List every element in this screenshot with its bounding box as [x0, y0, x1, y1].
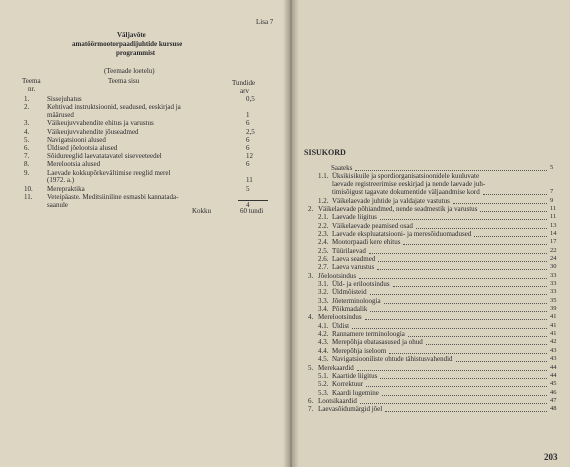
toc-title: Mootorpaadi kere ehitus — [332, 238, 401, 247]
topic-text: saanule — [47, 200, 68, 209]
toc-page: 14 — [550, 229, 557, 237]
title-line-1: Väljavõte — [117, 31, 146, 39]
topic-number: 8. — [24, 160, 30, 169]
topic-number: 7. — [24, 152, 30, 161]
toc-heading: SISUKORD — [304, 148, 346, 157]
dot-leader — [456, 360, 547, 362]
toc-page: 5 — [550, 164, 554, 171]
toc-number: 4. — [308, 313, 314, 322]
topic-text: Sõidureeglid laevatatavatel siseveeteedel — [47, 152, 162, 161]
dot-leader — [366, 385, 547, 387]
toc-title: Üldist — [332, 321, 350, 330]
topic-text: Väikeujuvvahendite jõuseadmed — [47, 127, 139, 136]
topic-number: 9. — [24, 168, 30, 177]
toc-page: 46 — [550, 388, 557, 396]
topic-hours: 12 — [246, 152, 253, 161]
toc-number: 3.3. — [318, 296, 329, 305]
dot-leader — [480, 210, 547, 212]
dot-leader — [389, 352, 547, 354]
dot-leader — [403, 243, 547, 245]
right-page — [291, 0, 570, 467]
total-label: Kokku — [192, 207, 212, 215]
toc-page: 41 — [550, 321, 557, 329]
topic-number: 3. — [24, 119, 30, 128]
toc-number: 5.1. — [318, 371, 329, 380]
toc-page: 45 — [550, 380, 557, 388]
toc-page: 35 — [550, 296, 557, 304]
dot-leader — [380, 377, 547, 379]
toc-page: 48 — [550, 405, 557, 413]
toc-title: Laeva seadmed — [332, 254, 376, 263]
toc-title: Saateks — [331, 164, 353, 172]
toc-page: 17 — [550, 238, 557, 246]
toc-number: 5.3. — [318, 388, 329, 397]
dot-leader — [416, 227, 547, 229]
dot-leader — [483, 193, 547, 195]
dot-leader — [408, 335, 547, 337]
toc-page: 41 — [550, 330, 557, 338]
toc-page: 44 — [550, 371, 557, 379]
toc-page: 39 — [550, 305, 557, 313]
toc-title: Tüürilaevad — [332, 246, 366, 255]
toc-title: Üldmõisteid — [332, 288, 367, 297]
toc-number: 6. — [308, 396, 314, 405]
dot-leader — [370, 310, 547, 312]
topic-text: Merepraktika — [47, 184, 85, 193]
dot-leader — [426, 343, 547, 345]
toc-title: Korrektuur — [332, 380, 364, 389]
topic-text: Üldised jõelootsia alused — [47, 143, 118, 152]
dot-leader — [357, 369, 547, 371]
toc-number: 4.4. — [318, 346, 329, 355]
topic-text: Väikeujuvvahendite ehitus ja varustus — [47, 119, 154, 128]
topic-number: 4. — [24, 127, 30, 136]
dot-leader — [369, 252, 547, 254]
title-line-2: amatöörmootorpaadijuhtide kursuse — [72, 40, 183, 48]
toc-number: 7. — [308, 405, 314, 414]
topic-text: Sissejuhatus — [47, 95, 82, 103]
topic-hours: 2,5 — [246, 127, 255, 136]
dot-leader — [474, 235, 547, 237]
toc-number: 1.1. — [318, 172, 329, 181]
toc-title: Merepõhja ebatasasused ja ohud — [332, 338, 423, 347]
header-hours-1: Tundide — [232, 79, 256, 87]
toc-title: Laeva varustus — [332, 263, 375, 272]
toc-page: 42 — [550, 338, 557, 346]
toc-page: 43 — [550, 355, 557, 363]
dot-leader — [377, 268, 547, 270]
toc-title: laevade registreerimise eeskirjad ja nende laevade juh- — [332, 180, 486, 189]
toc-number: 4.5. — [318, 355, 329, 364]
topic-hours: 4 — [246, 200, 250, 209]
toc-title: Põikmadalik — [332, 305, 368, 314]
toc-title: Rannamere terminoloogia — [332, 330, 405, 339]
toc-title: Kaartide liigitus — [332, 371, 378, 380]
toc-title: Merelootsindus — [318, 313, 362, 322]
dot-leader — [378, 260, 547, 262]
toc-number: 2.3. — [318, 229, 329, 238]
topic-text: (1972. a.) — [47, 176, 75, 185]
toc-page: 44 — [550, 363, 557, 371]
toc-number: 4.1. — [318, 321, 329, 330]
dot-leader — [382, 394, 547, 396]
topic-hours: 6 — [246, 119, 250, 128]
title-line-3: programmist — [116, 49, 156, 57]
topic-hours: 6 — [246, 143, 250, 152]
toc-page: 43 — [550, 346, 557, 354]
toc-number: 4.2. — [318, 330, 329, 339]
toc-page: 22 — [550, 246, 557, 254]
dot-leader — [360, 402, 547, 404]
dot-leader — [393, 285, 547, 287]
toc-number: 2.2. — [318, 221, 329, 230]
toc-number: 2.6. — [318, 254, 329, 263]
total-rule — [238, 200, 268, 201]
topic-text: Navigatsiooni alused — [47, 135, 106, 144]
toc-number: 3.1. — [318, 280, 329, 288]
toc-title: Üld- ja erilootsindus — [332, 280, 390, 288]
toc-title: Lootsikaardid — [318, 396, 357, 405]
subtitle: (Teemade loetelu) — [104, 67, 155, 75]
toc-title: Jõeterminoloogia — [332, 296, 381, 305]
topic-number: 10. — [24, 184, 33, 193]
topic-number: 11. — [24, 192, 33, 201]
header-number-1: Teema — [22, 77, 41, 85]
topic-hours: 11 — [246, 176, 253, 185]
toc-page: 33 — [550, 271, 557, 279]
topic-text: Kehtivad instruktsioonid, seadused, eeskirjad ja — [47, 103, 181, 112]
dot-leader — [359, 277, 547, 279]
toc-title: Laevade ekspluatatsiooni- ja meresõiduomadused — [332, 229, 472, 238]
toc-title: timisõigust tagavate dokumentide väljaandmise kord — [332, 188, 480, 197]
toc-page: 11 — [550, 213, 557, 221]
toc-number: 5.2. — [318, 380, 329, 389]
toc-title: Laevasõidumärgid jõel — [318, 405, 383, 414]
toc-title: Merepõhja iseloom — [332, 346, 387, 355]
toc-title: Navigatsiooniliste ohtude tähistusvahendid — [332, 355, 453, 364]
toc-number: 2. — [308, 204, 314, 213]
toc-page: 33 — [550, 280, 557, 287]
toc-page: 13 — [550, 221, 557, 229]
toc-number: 3. — [308, 271, 314, 280]
topic-hours: 6 — [246, 160, 250, 169]
toc-number: 2.7. — [318, 263, 329, 272]
dot-leader — [453, 202, 547, 204]
toc-number: 2.4. — [318, 238, 329, 247]
header-number-2: nr. — [28, 85, 36, 93]
book-gutter — [283, 0, 299, 467]
topic-hours: 1 — [246, 111, 250, 120]
toc-page: 7 — [550, 188, 554, 196]
toc-page: 41 — [550, 313, 557, 321]
toc-page: 47 — [550, 396, 557, 404]
toc-number: 3.4. — [318, 305, 329, 314]
toc-title: Väikelaevade juhtide ja valdajate vastutus — [332, 196, 450, 205]
dot-leader — [355, 169, 547, 171]
toc-page: 9 — [550, 196, 554, 204]
toc-page: 30 — [550, 263, 557, 271]
dot-leader — [385, 410, 547, 412]
topic-text: Laevade kokkupõrkevältimise reeglid merel — [47, 168, 171, 177]
topic-text: Veteipäaste. Meditsiiniline esmasbi kannatada- — [47, 192, 179, 201]
toc-title: Laevade liigitus — [332, 213, 377, 222]
toc-number: 2.5. — [318, 246, 329, 255]
topic-hours: 0,5 — [246, 95, 255, 103]
toc-title: Väikelaevade peamised osad — [332, 221, 413, 230]
topic-text: määrused — [47, 111, 74, 120]
topic-number: 2. — [24, 103, 30, 112]
page-number: 203 — [544, 452, 558, 462]
topic-hours: 5 — [246, 184, 250, 193]
toc-number: 5. — [308, 363, 314, 372]
toc-title: Kaardi lugemine — [332, 388, 379, 397]
header-topic: Teema sisu — [108, 77, 140, 85]
toc-title: Jõelootsindus — [318, 271, 357, 280]
header-hours-2: arv — [240, 87, 249, 95]
total-value: 60 tundi — [240, 207, 264, 215]
dot-leader — [384, 302, 547, 304]
topic-hours: 6 — [246, 135, 250, 144]
toc-number: 1.2. — [318, 196, 329, 205]
topic-number: 5. — [24, 135, 30, 144]
toc-number: 4.3. — [318, 338, 329, 347]
toc-title: Merekaardid — [318, 363, 354, 372]
toc-page: 24 — [550, 254, 557, 262]
toc-title: Üksikisikuile ja spordiorganisatsioonidele kuuluvate — [332, 172, 480, 181]
topic-text: Merelootsia alused — [47, 160, 101, 169]
toc-title: Väikelaevade põhiandmed, nende seadmestik ja varustus — [318, 204, 478, 213]
topic-number: 6. — [24, 143, 30, 152]
annex-label: Lisa 7 — [256, 18, 274, 26]
dot-leader — [380, 218, 547, 220]
toc-page: 11 — [550, 204, 557, 212]
toc-page: 33 — [550, 288, 557, 296]
dot-leader — [370, 293, 547, 295]
toc-number: 3.2. — [318, 288, 329, 297]
dot-leader — [365, 318, 547, 320]
topic-number: 1. — [24, 95, 30, 103]
toc-number: 2.1. — [318, 213, 329, 222]
dot-leader — [352, 327, 547, 329]
